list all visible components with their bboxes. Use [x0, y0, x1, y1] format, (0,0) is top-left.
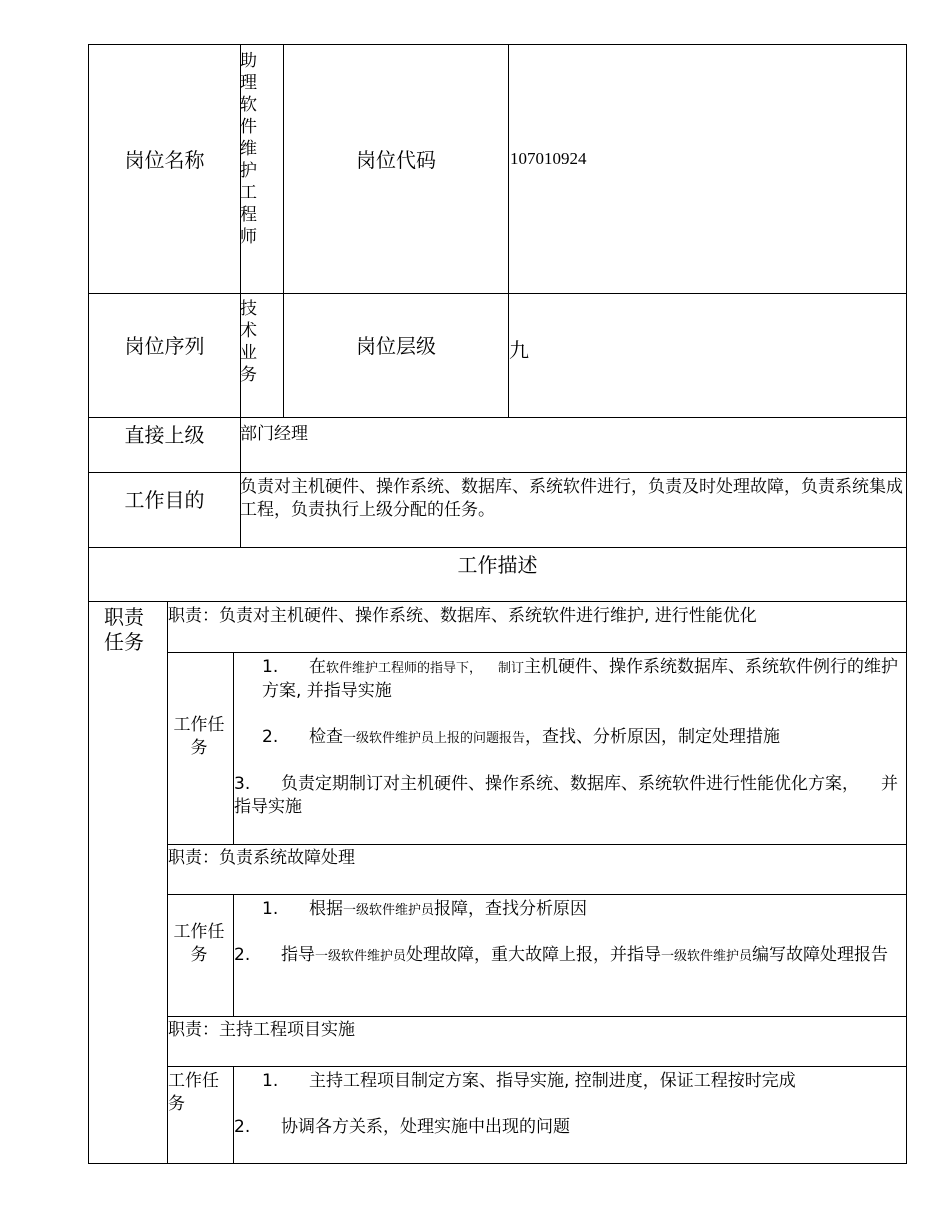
- task-text: 在: [309, 657, 326, 677]
- row-divider: [167, 652, 907, 653]
- task-text: 软件维护工程师的指导下，: [326, 661, 483, 676]
- task-text: 编写故障处理报告: [752, 945, 889, 965]
- task-text: 主机硬件、操作系统数据库、系统软件例行的维护方案, 并指导实施: [262, 657, 899, 701]
- task-number: 2.: [234, 945, 251, 965]
- task-text: 协调各方关系，处理实施中出现的问题: [281, 1117, 570, 1137]
- row-divider: [167, 844, 907, 845]
- table-border-top: [88, 44, 907, 45]
- row-divider: [88, 547, 907, 548]
- duty-title-text: 主持工程项目实施: [219, 1020, 355, 1040]
- task-item: [262, 726, 902, 750]
- purpose-label: 工作目的: [124, 488, 205, 512]
- row-divider: [88, 417, 907, 418]
- row-divider: [88, 472, 907, 473]
- row-divider: [88, 601, 907, 602]
- task-text: 一级软件维护员: [315, 949, 407, 964]
- task-number: 3.: [234, 774, 251, 794]
- task-item: [234, 1116, 898, 1139]
- sequence-value: 技术业务: [240, 299, 257, 385]
- duty-title-text: 负责系统故障处理: [219, 848, 355, 868]
- task-number: 2.: [234, 1117, 251, 1137]
- task-text: ，查找、分析原因，制定处理措施: [525, 727, 781, 747]
- table-border-left: [88, 44, 89, 1164]
- task-number: 2.: [262, 727, 279, 747]
- row-divider: [167, 1066, 907, 1067]
- task-text: 并指导实施: [234, 774, 898, 817]
- duty-title-text: 负责对主机硬件、操作系统、数据库、系统软件进行维护, 进行性能优化: [219, 606, 757, 626]
- position-name-value: 助理软件维护工程师: [240, 51, 257, 247]
- duty-prefix: 职责：: [168, 848, 219, 868]
- row-divider: [88, 293, 907, 294]
- superior-value: 部门经理: [240, 424, 308, 444]
- task-label: 工作任务: [173, 922, 225, 965]
- task-text: 报障，查找分析原因: [434, 899, 588, 919]
- level-label: 岗位层级: [356, 334, 436, 358]
- task-number: 1.: [262, 1071, 279, 1091]
- duty-title: [168, 1019, 355, 1042]
- position-code-label: 岗位代码: [356, 148, 436, 172]
- task-text: 制订: [498, 661, 525, 676]
- sequence-label: 岗位序列: [124, 334, 205, 358]
- task-item: [262, 898, 902, 922]
- work-description-title: 工作描述: [457, 553, 538, 577]
- duty-prefix: 职责：: [168, 1020, 219, 1040]
- task-text: 负责定期制订对主机硬件、操作系统、数据库、系统软件进行性能优化方案，: [281, 774, 859, 794]
- purpose-value: 负责对主机硬件、操作系统、数据库、系统软件进行，负责及时处理故障，负责系统集成工程，负责执行上级分配的任务。: [240, 477, 903, 520]
- task-text: 检查: [309, 727, 343, 747]
- task-text: 主持工程项目制定方案、指导实施, 控制进度，保证工程按时完成: [309, 1071, 796, 1091]
- col-divider: [233, 1066, 234, 1164]
- task-text: 指导: [281, 945, 315, 965]
- task-item: [234, 944, 898, 968]
- table-border-bottom: [88, 1163, 907, 1164]
- task-text: 一级软件维护员: [661, 949, 753, 964]
- table-border-right: [906, 44, 907, 1164]
- superior-label: 直接上级: [124, 423, 205, 447]
- duty-title: [168, 605, 757, 628]
- task-item: [262, 656, 902, 703]
- duty-column-label: 职责任务: [104, 605, 144, 654]
- col-divider: [283, 44, 284, 418]
- task-text: 一级软件维护员: [343, 903, 435, 918]
- task-label: 工作任务: [173, 715, 225, 758]
- duty-prefix: 职责：: [168, 606, 219, 626]
- row-divider: [167, 1016, 907, 1017]
- task-label: 工作任务: [168, 1071, 219, 1114]
- position-name-label: 岗位名称: [124, 148, 205, 172]
- task-number: 1.: [262, 657, 279, 677]
- task-number: 1.: [262, 899, 279, 919]
- duty-title: [168, 847, 355, 870]
- position-code-value: 107010924: [510, 149, 587, 168]
- row-divider: [167, 894, 907, 895]
- task-item: [234, 773, 898, 819]
- task-text: 根据: [309, 899, 343, 919]
- task-text: 处理故障，重大故障上报，并指导: [406, 945, 662, 965]
- task-text: 一级软件维护员上报的问题报告: [343, 731, 526, 746]
- task-item: [262, 1070, 902, 1093]
- level-value: 九: [509, 338, 529, 362]
